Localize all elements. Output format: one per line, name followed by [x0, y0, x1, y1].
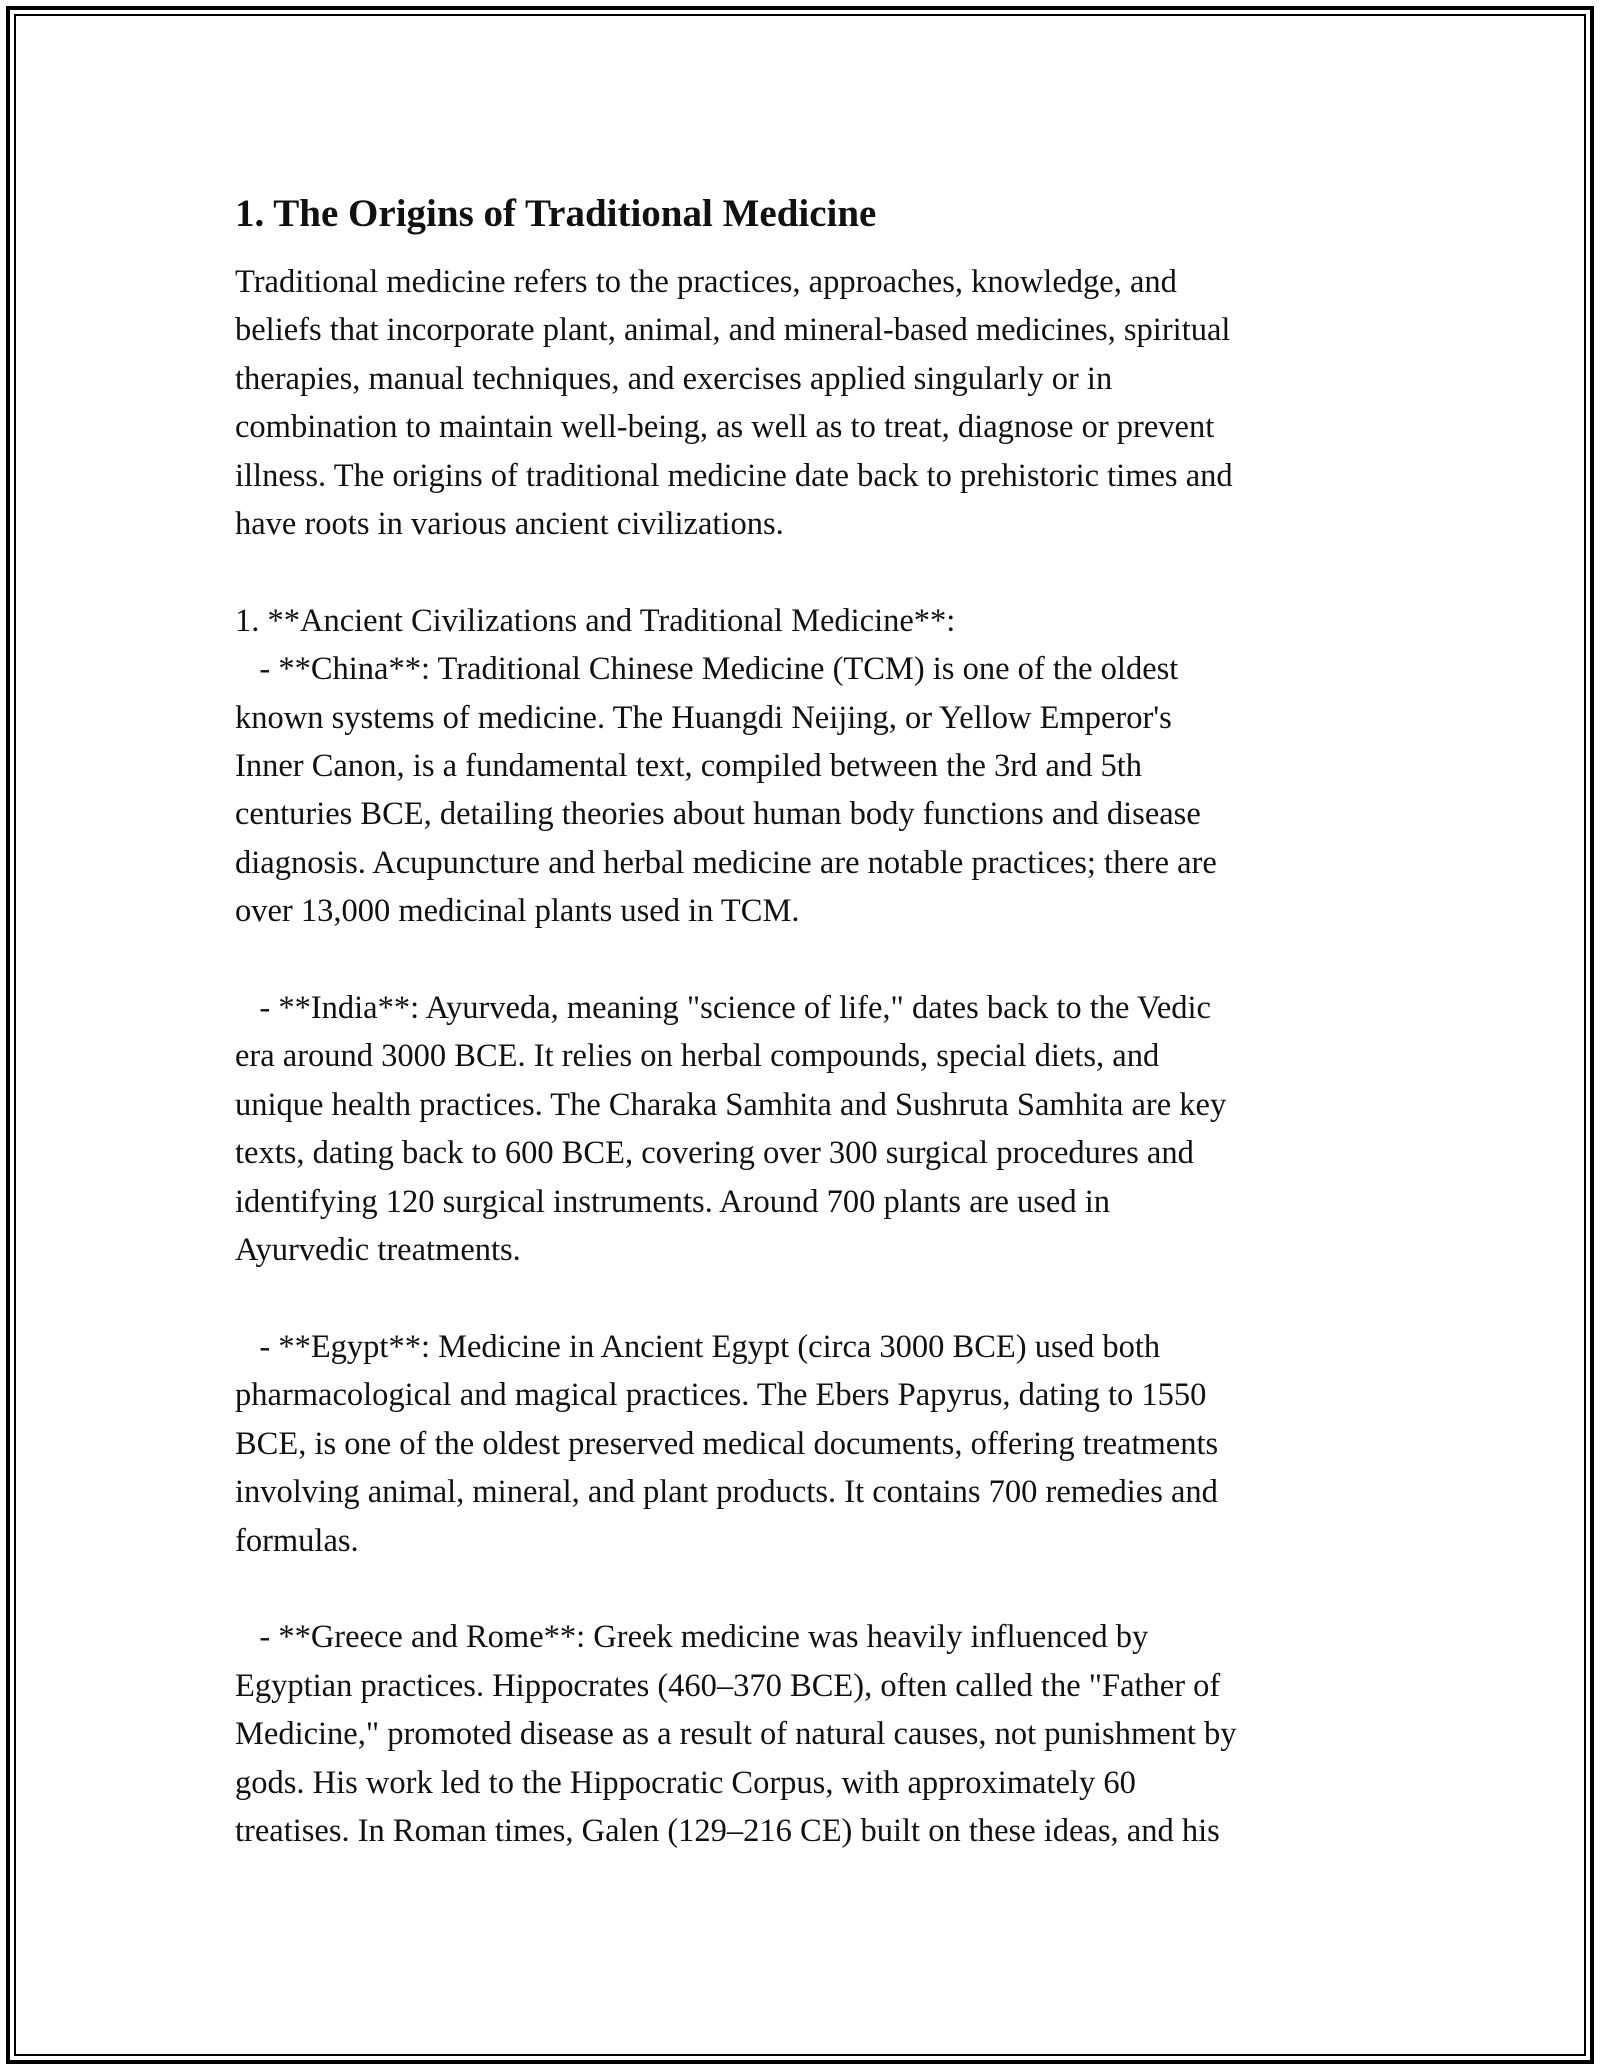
intro-paragraph: Traditional medicine refers to the practices, approaches, knowledge, and beliefs that incorporate plant, animal, and mineral-based medicines, spiritual therapies, manual techniques, and exercises applied singularly or in combination to maintain well-being, as well as to treat, diagnose or prevent illness. The origins of traditional medicine date back to prehistoric times and have roots in various ancient civilizations. — [235, 264, 1233, 543]
egypt-paragraph: - **Egypt**: Medicine in Ancient Egypt (circa 3000 BCE) used both pharmacological and magical practices. The Ebers Papyrus, dating to 1550 BCE, is one of the oldest preserved medical documents, offering treatments involving animal, mineral, and plant products. It contains 700 remedies and formulas. — [235, 1328, 1219, 1559]
section-heading: 1. The Origins of Traditional Medicine — [235, 192, 877, 235]
india-paragraph: - **India**: Ayurveda, meaning "science of life," dates back to the Vedic era around 3000 BCE. It relies on herbal compounds, special diets, and unique health practices. The Charaka Samhita and Sushruta Samhita are key texts, dating back to 600 BCE, covering over 300 surgical procedures and identifying 120 surgical instruments. Around 700 plants are used in Ayurvedic treatments. — [235, 990, 1227, 1269]
document-body — [235, 184, 1385, 1904]
china-paragraph: 1. **Ancient Civilizations and Traditional Medicine**: - **China**: Traditional Chinese Medicine (TCM) is one of the oldest known systems of medicine. The Huangdi Neijing, or Yellow Emperor's Inner Canon, is a fundamental text, compiled between the 3rd and 5th centuries BCE, detailing theories about human body functions and disease diagnosis. Acupuncture and herbal medicine are notable practices; there are over 13,000 medicinal plants used in TCM. — [235, 602, 1217, 930]
greece-rome-paragraph: - **Greece and Rome**: Greek medicine was heavily influenced by Egyptian practices. Hippocrates (460–370 BCE), often called the "Father of Medicine," promoted disease as a result of natural causes, not punishment by gods. His work led to the Hippocratic Corpus, with approximately 60 treatises. In Roman times, Galen (129–216 CE) built on these ideas, and his — [235, 1619, 1237, 1849]
